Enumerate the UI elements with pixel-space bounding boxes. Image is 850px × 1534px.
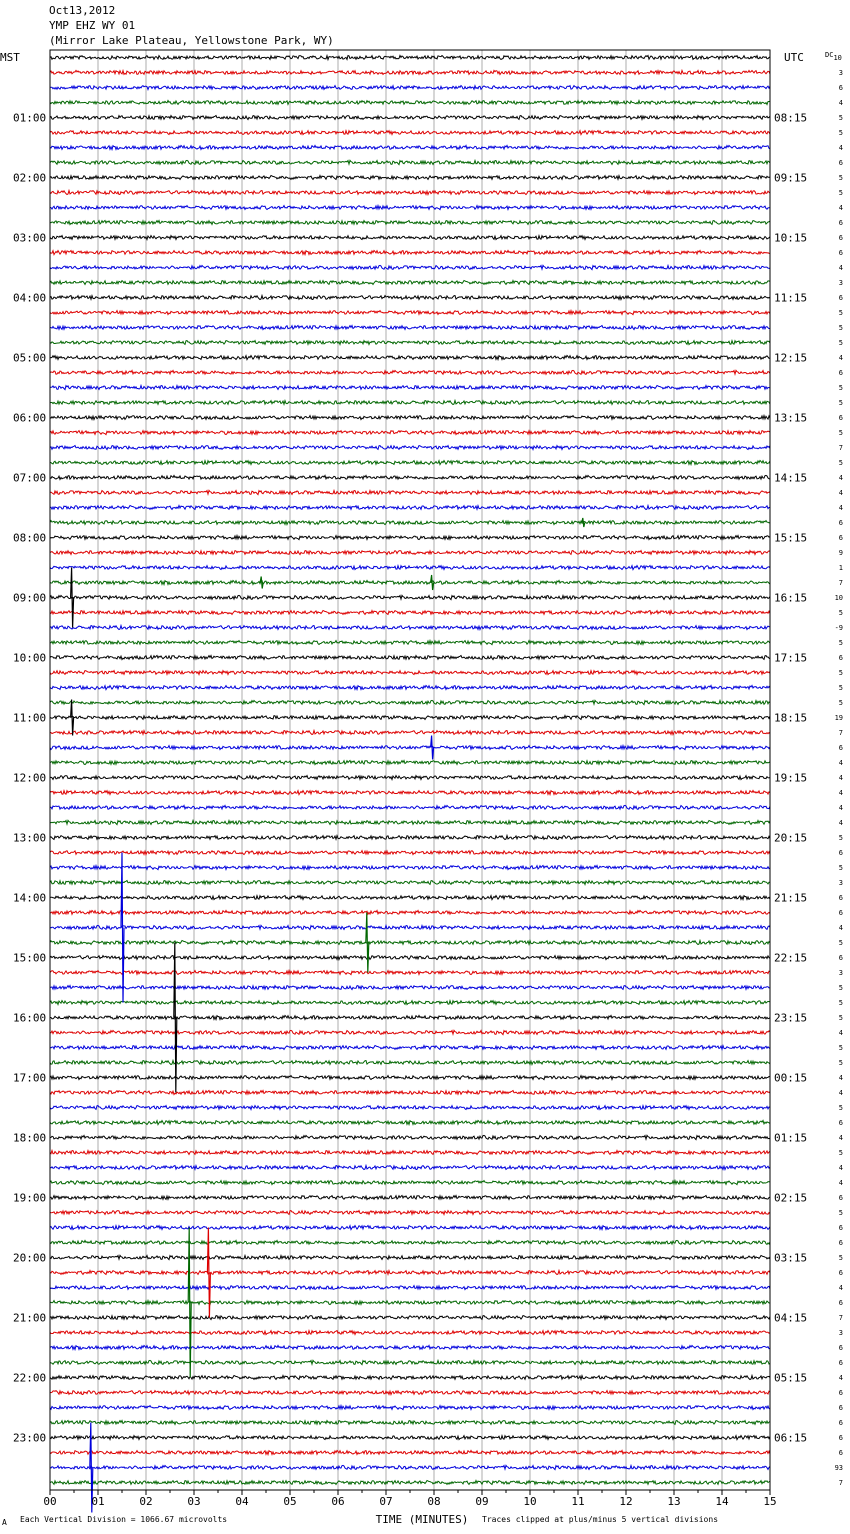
seismic-trace <box>50 370 770 374</box>
mst-label: MST <box>0 51 20 64</box>
dc-offset-value: 19 <box>834 714 843 722</box>
x-axis-label: TIME (MINUTES) <box>375 1513 469 1526</box>
dc-offset-value: 7 <box>838 579 843 587</box>
dc-offset-value: 4 <box>838 504 843 512</box>
seismic-event <box>431 575 434 590</box>
dc-offset-value: 5 <box>838 129 843 137</box>
seismic-trace <box>50 1465 770 1469</box>
dc-offset-value: 5 <box>838 639 843 647</box>
seismic-trace <box>50 176 770 180</box>
seismic-trace <box>50 131 770 135</box>
utc-hour-label: 17:15 <box>774 651 808 665</box>
dc-offset-value: 5 <box>838 309 843 317</box>
dc-offset-value: 4 <box>838 804 843 812</box>
dc-offset-value: 5 <box>838 1149 843 1157</box>
x-tick-label: 01 <box>91 1495 105 1508</box>
dc-offset-value: 4 <box>838 144 843 152</box>
dc-offset-value: 6 <box>838 744 843 752</box>
seismic-trace <box>50 911 770 915</box>
seismic-trace <box>50 1346 770 1350</box>
dc-offset-value: 6 <box>838 954 843 962</box>
mst-hour-label: 17:00 <box>13 1071 47 1085</box>
dc-offset-value: 6 <box>838 1404 843 1412</box>
x-tick-label: 04 <box>235 1495 249 1508</box>
seismic-trace <box>50 490 770 494</box>
dc-offset-value: 6 <box>838 249 843 257</box>
dc-offset-value: 6 <box>838 369 843 377</box>
dc-offset-value: 6 <box>838 849 843 857</box>
seismic-trace <box>50 281 770 285</box>
seismic-trace <box>50 446 770 450</box>
seismic-trace <box>50 1091 770 1095</box>
seismic-trace <box>50 101 770 105</box>
dc-offset-value: 5 <box>838 834 843 842</box>
seismic-trace <box>50 971 770 975</box>
dc-offset-value: 5 <box>838 429 843 437</box>
dc-offset-value: 6 <box>838 1419 843 1427</box>
x-tick-label: 05 <box>283 1495 297 1508</box>
mst-hour-label: 22:00 <box>13 1371 47 1385</box>
seismic-trace <box>50 1360 770 1364</box>
seismic-trace <box>50 1421 770 1425</box>
seismic-trace <box>50 746 770 750</box>
dc-offset-value: 5 <box>838 699 843 707</box>
seismic-trace <box>50 1211 770 1215</box>
utc-hour-label: 20:15 <box>774 831 808 845</box>
dc-offset-value: 5 <box>838 984 843 992</box>
mst-hour-label: 10:00 <box>13 651 47 665</box>
dc-offset-value: 5 <box>838 864 843 872</box>
seismic-trace <box>50 1166 770 1170</box>
seismic-trace <box>50 341 770 345</box>
seismic-event <box>582 518 585 527</box>
dc-offset-value: 4 <box>838 1074 843 1082</box>
seismic-trace <box>50 86 770 90</box>
dc-offset-value: 5 <box>838 609 843 617</box>
dc-offset-value: 5 <box>838 1209 843 1217</box>
utc-hour-label: 08:15 <box>774 111 808 125</box>
dc-offset-value: 9 <box>838 549 843 557</box>
x-tick-label: 02 <box>139 1495 153 1508</box>
dc-offset-value: 5 <box>838 1254 843 1262</box>
seismic-trace <box>50 326 770 330</box>
seismic-trace <box>50 236 770 240</box>
x-tick-label: 13 <box>667 1495 681 1508</box>
seismic-trace <box>50 1135 770 1139</box>
dc-offset-value: 6 <box>838 414 843 422</box>
dc-offset-value: 4 <box>838 1029 843 1037</box>
seismic-trace <box>50 296 770 300</box>
seismic-trace <box>50 1240 770 1244</box>
axis-labels <box>0 51 843 1527</box>
traces <box>50 56 770 1513</box>
mst-hour-label: 12:00 <box>13 771 47 785</box>
seismic-trace <box>50 536 770 540</box>
x-tick-label: 11 <box>571 1495 585 1508</box>
seismic-trace <box>50 1255 770 1259</box>
seismic-trace <box>50 1196 770 1200</box>
dc-offset-value: 6 <box>838 909 843 917</box>
seismic-event <box>366 913 369 973</box>
dc-offset-value: 93 <box>834 1464 843 1472</box>
seismic-trace <box>50 925 770 929</box>
dc-offset-value: 6 <box>838 1119 843 1127</box>
dc-offset-value: 7 <box>838 729 843 737</box>
seismic-trace <box>50 1316 770 1320</box>
seismic-trace <box>50 566 770 570</box>
x-tick-label: 10 <box>523 1495 537 1508</box>
dc-offset-value: 6 <box>838 1359 843 1367</box>
dc-offset-value: 5 <box>838 114 843 122</box>
seismic-trace <box>50 866 770 870</box>
seismic-trace <box>50 311 770 315</box>
mst-hour-label: 18:00 <box>13 1131 47 1145</box>
mst-hour-label: 14:00 <box>13 891 47 905</box>
dc-offset-value: 5 <box>838 339 843 347</box>
mst-hour-label: 08:00 <box>13 531 47 545</box>
seismic-trace <box>50 265 770 269</box>
dc-offset-value: 6 <box>838 519 843 527</box>
seismic-trace <box>50 1046 770 1050</box>
dc-offset-value: 6 <box>838 654 843 662</box>
dc-offset-value: 6 <box>838 84 843 92</box>
dc-offset-value: 4 <box>838 1134 843 1142</box>
seismic-trace <box>50 1076 770 1080</box>
utc-hour-label: 06:15 <box>774 1431 808 1445</box>
utc-hour-label: 18:15 <box>774 711 808 725</box>
seismic-event <box>260 577 263 589</box>
seismic-event <box>188 1228 191 1378</box>
dc-offset-value: 6 <box>838 1224 843 1232</box>
utc-hour-label: 04:15 <box>774 1311 808 1325</box>
mst-hour-label: 09:00 <box>13 591 47 605</box>
utc-hour-label: 14:15 <box>774 471 808 485</box>
seismic-trace <box>50 761 770 765</box>
seismic-trace <box>50 1271 770 1275</box>
dc-offset-value: 6 <box>838 1389 843 1397</box>
utc-hour-label: 12:15 <box>774 351 808 365</box>
mst-hour-label: 21:00 <box>13 1311 47 1325</box>
seismic-trace <box>50 206 770 210</box>
utc-hour-label: 15:15 <box>774 531 808 545</box>
dc-offset-value: 4 <box>838 1179 843 1187</box>
seismic-event <box>71 568 74 628</box>
dc-offset-value: 1 <box>838 564 843 572</box>
dc-offset-value: 4 <box>838 789 843 797</box>
dc-offset-value: 6 <box>838 1434 843 1442</box>
dc-offset-value: 4 <box>838 1164 843 1172</box>
dc-offset-value: 3 <box>838 879 843 887</box>
mst-hour-label: 05:00 <box>13 351 47 365</box>
seismic-trace <box>50 416 770 420</box>
seismic-trace <box>50 191 770 195</box>
mst-hour-label: 16:00 <box>13 1011 47 1025</box>
seismic-trace <box>50 700 770 704</box>
seismic-trace <box>50 641 770 645</box>
seismic-trace <box>50 1391 770 1395</box>
seismic-trace <box>50 611 770 615</box>
dc-offset-value: 7 <box>838 1314 843 1322</box>
seismic-trace <box>50 881 770 885</box>
seismic-trace <box>50 716 770 720</box>
dc-offset-value: 6 <box>838 1239 843 1247</box>
seismic-trace <box>50 986 770 990</box>
seismic-trace <box>50 656 770 660</box>
dc-offset-value: 5 <box>838 399 843 407</box>
mst-hour-label: 19:00 <box>13 1191 47 1205</box>
utc-hour-label: 23:15 <box>774 1011 808 1025</box>
x-tick-label: 14 <box>715 1495 729 1508</box>
utc-hour-label: 16:15 <box>774 591 808 605</box>
dc-offset-value: 6 <box>838 1269 843 1277</box>
footer-mark: A <box>2 1518 7 1527</box>
dc-offset-value: 7 <box>838 1479 843 1487</box>
x-tick-label: 12 <box>619 1495 633 1508</box>
seismic-trace <box>50 356 770 360</box>
dc-offset-value: 4 <box>838 759 843 767</box>
seismic-trace <box>50 791 770 795</box>
dc-offset-value: 4 <box>838 1089 843 1097</box>
dc-offset-value: 4 <box>838 774 843 782</box>
clip-note: Traces clipped at plus/minus 5 vertical divisions <box>482 1515 719 1524</box>
mst-hour-label: 04:00 <box>13 291 47 305</box>
seismic-trace <box>50 581 770 585</box>
dc-offset-value: 5 <box>838 1044 843 1052</box>
dc-offset-value: 6 <box>838 1299 843 1307</box>
seismic-trace <box>50 595 770 599</box>
dc-offset-value: 6 <box>838 234 843 242</box>
seismic-trace <box>50 1106 770 1110</box>
seismic-trace <box>50 671 770 675</box>
seismic-trace <box>50 626 770 630</box>
utc-hour-label: 09:15 <box>774 171 808 185</box>
dc-offset-value: 6 <box>838 294 843 302</box>
seismic-trace <box>50 805 770 809</box>
seismic-trace <box>50 551 770 555</box>
dc-offset-value: 4 <box>838 354 843 362</box>
utc-hour-label: 00:15 <box>774 1071 808 1085</box>
dc-offset-value: 4 <box>838 474 843 482</box>
seismic-trace <box>50 1226 770 1230</box>
seismic-trace <box>50 1286 770 1290</box>
dc-offset-value: 6 <box>838 219 843 227</box>
dc-offset-value: 6 <box>838 534 843 542</box>
utc-hour-label: 22:15 <box>774 951 808 965</box>
seismic-trace <box>50 851 770 855</box>
seismic-trace <box>50 146 770 150</box>
seismic-trace <box>50 506 770 510</box>
mst-hour-label: 02:00 <box>13 171 47 185</box>
dc-offset-value: 5 <box>838 684 843 692</box>
dc-offset-value: 5 <box>838 939 843 947</box>
utc-hour-label: 03:15 <box>774 1251 808 1265</box>
dc-offset-value: 5 <box>838 999 843 1007</box>
station-name: YMP EHZ WY 01 <box>49 19 136 32</box>
seismic-trace <box>50 1061 770 1065</box>
seismic-trace <box>50 56 770 60</box>
seismic-event <box>71 700 74 736</box>
dc-offset-value: 4 <box>838 1374 843 1382</box>
seismic-event <box>174 943 177 1093</box>
seismic-trace <box>50 1030 770 1034</box>
x-tick-label: 08 <box>427 1495 441 1508</box>
dc-offset-value: 4 <box>838 99 843 107</box>
x-tick-label: 03 <box>187 1495 201 1508</box>
dc-offset-value: -9 <box>834 624 843 632</box>
seismic-trace <box>50 776 770 780</box>
dc-offset-value: 5 <box>838 324 843 332</box>
mst-hour-label: 15:00 <box>13 951 47 965</box>
seismic-trace <box>50 461 770 465</box>
dc-offset-value: 4 <box>838 819 843 827</box>
mst-hour-label: 13:00 <box>13 831 47 845</box>
seismic-trace <box>50 1151 770 1155</box>
x-tick-label: 15 <box>763 1495 777 1508</box>
seismic-event <box>207 1228 210 1318</box>
mst-hour-label: 03:00 <box>13 231 47 245</box>
dc-offset-value: 5 <box>838 174 843 182</box>
seismic-trace <box>50 521 770 525</box>
seismic-trace <box>50 116 770 120</box>
utc-hour-label: 11:15 <box>774 291 808 305</box>
dc-offset-value: 5 <box>838 1014 843 1022</box>
seismic-trace <box>50 1301 770 1305</box>
seismic-trace <box>50 1181 770 1185</box>
utc-hour-label: 13:15 <box>774 411 808 425</box>
seismic-trace <box>50 1001 770 1005</box>
seismic-trace <box>50 956 770 960</box>
seismic-trace <box>50 401 770 405</box>
utc-hour-label: 21:15 <box>774 891 808 905</box>
plot-date: Oct13,2012 <box>49 4 116 17</box>
mst-hour-label: 07:00 <box>13 471 47 485</box>
dc-offset-value: 3 <box>838 1329 843 1337</box>
dc-offset-value: 6 <box>838 1344 843 1352</box>
seismic-trace <box>50 1436 770 1440</box>
seismic-trace <box>50 251 770 255</box>
scale-note: Each Vertical Division = 1066.67 microvolts <box>20 1515 228 1524</box>
x-tick-label: 07 <box>379 1495 393 1508</box>
utc-hour-label: 02:15 <box>774 1191 808 1205</box>
seismic-trace <box>50 386 770 390</box>
seismic-trace <box>50 160 770 164</box>
utc-hour-label: 19:15 <box>774 771 808 785</box>
seismic-trace <box>50 70 770 74</box>
dc-offset-value: 5 <box>838 1104 843 1112</box>
mst-hour-label: 01:00 <box>13 111 47 125</box>
seismic-trace <box>50 1121 770 1125</box>
seismic-trace <box>50 1376 770 1380</box>
dc-offset-value: 4 <box>838 204 843 212</box>
seismic-trace <box>50 686 770 690</box>
dc-offset-value: 4 <box>838 1284 843 1292</box>
mst-hour-label: 20:00 <box>13 1251 47 1265</box>
utc-hour-label: 05:15 <box>774 1371 808 1385</box>
dc-offset-value: 6 <box>838 159 843 167</box>
seismic-trace <box>50 1016 770 1020</box>
seismic-trace <box>50 820 770 824</box>
seismic-trace <box>50 836 770 840</box>
seismic-trace <box>50 941 770 945</box>
dc-offset-value: 6 <box>838 894 843 902</box>
mst-hour-label: 06:00 <box>13 411 47 425</box>
dc-offset-value: 6 <box>838 1449 843 1457</box>
seismic-trace <box>50 731 770 735</box>
dc-offset-value: 5 <box>838 669 843 677</box>
x-tick-label: 06 <box>331 1495 345 1508</box>
utc-hour-label: 01:15 <box>774 1131 808 1145</box>
dc-offset-value: 6 <box>838 1194 843 1202</box>
utc-label: UTC <box>784 51 804 64</box>
seismic-event <box>431 736 434 760</box>
dc-offset-value: 3 <box>838 69 843 77</box>
seismic-trace <box>50 431 770 435</box>
seismic-trace <box>50 1406 770 1410</box>
dc-offset-value: 5 <box>838 459 843 467</box>
seismic-trace <box>50 221 770 225</box>
seismic-trace <box>50 1451 770 1455</box>
dc-offset-value: 3 <box>838 279 843 287</box>
seismic-trace <box>50 896 770 900</box>
dc-offset-value: 10 <box>834 594 843 602</box>
x-tick-label: 09 <box>475 1495 489 1508</box>
dc-offset-value: 5 <box>838 384 843 392</box>
station-location: (Mirror Lake Plateau, Yellowstone Park, WY) <box>49 34 334 47</box>
dc-offset-value: 7 <box>838 444 843 452</box>
utc-hour-label: 10:15 <box>774 231 808 245</box>
mst-hour-label: 23:00 <box>13 1431 47 1445</box>
dc-label: DC10 <box>825 51 842 62</box>
dc-offset-value: 3 <box>838 969 843 977</box>
seismic-trace <box>50 1481 770 1485</box>
dc-offset-value: 4 <box>838 489 843 497</box>
dc-offset-value: 4 <box>838 924 843 932</box>
seismic-event <box>121 853 124 1003</box>
dc-offset-value: 5 <box>838 1059 843 1067</box>
seismic-trace <box>50 475 770 479</box>
dc-offset-value: 5 <box>838 189 843 197</box>
x-tick-label: 00 <box>43 1495 57 1508</box>
dc-offset-value: 4 <box>838 264 843 272</box>
mst-hour-label: 11:00 <box>13 711 47 725</box>
seismic-trace <box>50 1331 770 1335</box>
